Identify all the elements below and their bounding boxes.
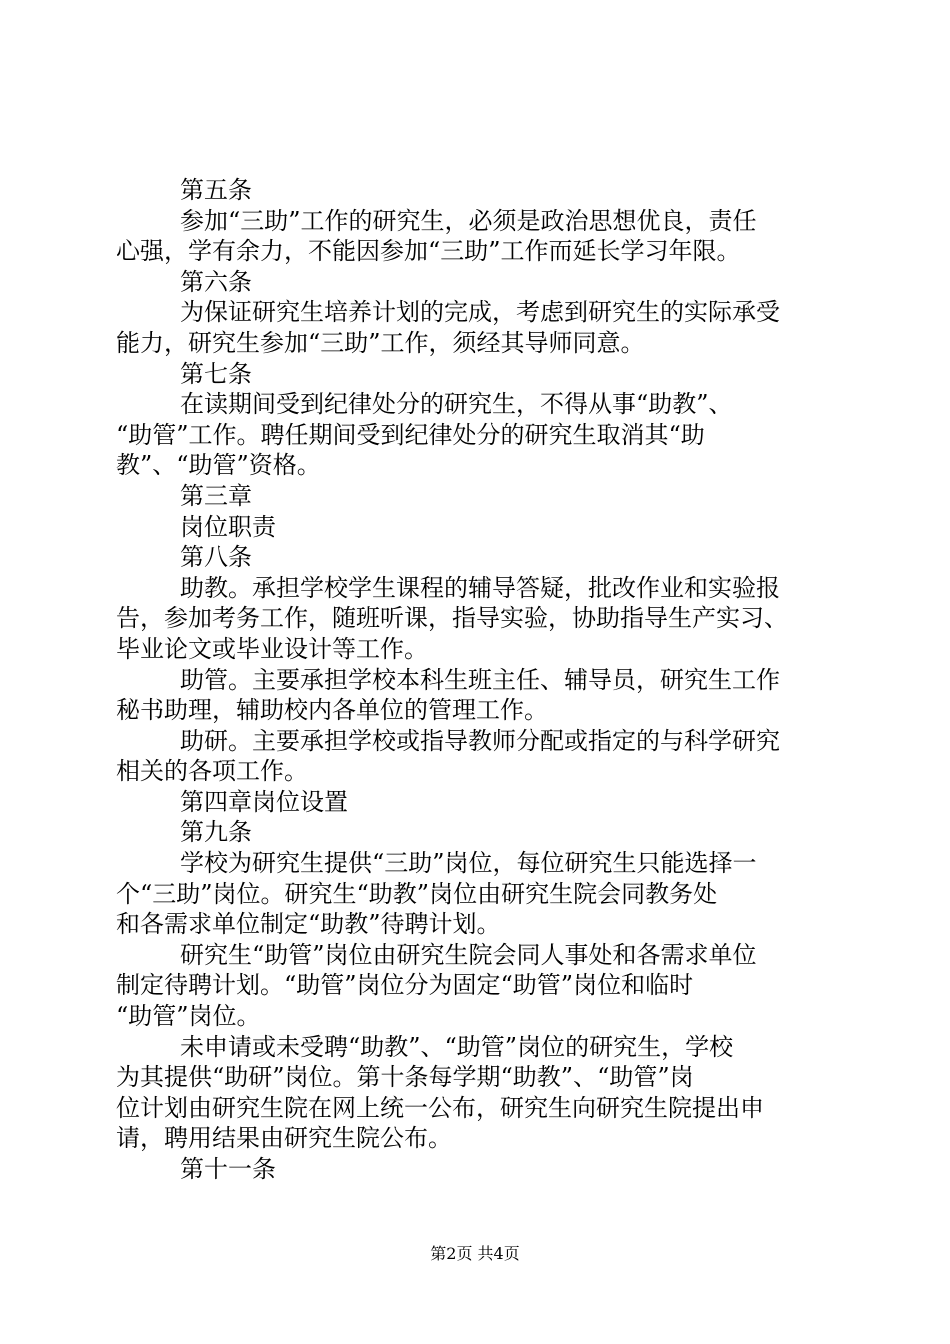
text-line: 能力，研究生参加“三助”工作，须经其导师同意。 (116, 328, 645, 357)
text-line: 岗位职责 (180, 512, 276, 541)
text-line: 请，聘用结果由研究生院公布。 (116, 1124, 452, 1153)
text-line: 教”、“助管”资格。 (116, 451, 321, 480)
text-line: 第七条 (180, 359, 252, 388)
text-line: 在读期间受到纪律处分的研究生，不得从事“助教”、 (180, 390, 733, 419)
text-line: 助研。主要承担学校或指导教师分配或指定的与科学研究 (180, 726, 780, 755)
text-line: 参加“三助”工作的研究生，必须是政治思想优良，责任 (180, 206, 757, 235)
text-line: 助管。主要承担学校本科生班主任、辅导员，研究生工作 (180, 665, 780, 694)
page-number: 第2页 共4页 (430, 1244, 520, 1263)
document-body (116, 175, 836, 1185)
text-line: 第八条 (180, 543, 252, 572)
page-footer (0, 1244, 950, 1264)
text-line: 第四章岗位设置 (180, 787, 348, 816)
text-line: 第五条 (180, 176, 252, 204)
text-line: 第九条 (180, 818, 252, 847)
text-line: 未申请或未受聘“助教”、“助管”岗位的研究生，学校 (180, 1032, 734, 1061)
text-line: 为其提供“助研”岗位。第十条每学期“助教”、“助管”岗 (116, 1063, 694, 1092)
text-line: 研究生“助管”岗位由研究生院会同人事处和各需求单位 (180, 940, 757, 969)
text-line: 心强，学有余力，不能因参加“三助”工作而延长学习年限。 (116, 237, 741, 266)
text-line: 为保证研究生培养计划的完成，考虑到研究生的实际承受 (180, 298, 780, 327)
text-line: 毕业论文或毕业设计等工作。 (116, 634, 428, 663)
text-line: 位计划由研究生院在网上统一公布，研究生向研究生院提出申 (116, 1093, 764, 1122)
text-line: 相关的各项工作。 (116, 757, 308, 786)
text-line: 和各需求单位制定“助教”待聘计划。 (116, 910, 501, 939)
text-line: 秘书助理，辅助校内各单位的管理工作。 (116, 696, 548, 725)
text-line: 制定待聘计划。“助管”岗位分为固定“助管”岗位和临时 (116, 971, 694, 1000)
text-line: 助教。承担学校学生课程的辅导答疑，批改作业和实验报 (180, 573, 780, 602)
text-line: “助管”岗位。 (116, 1002, 261, 1031)
text-line: 个“三助”岗位。研究生“助教”岗位由研究生院会同教务处 (116, 879, 718, 908)
text-line: 告，参加考务工作，随班听课，指导实验，协助指导生产实习、 (116, 604, 788, 633)
text-line: 第六条 (180, 267, 252, 296)
text-line: 学校为研究生提供“三助”岗位，每位研究生只能选择一 (180, 849, 757, 878)
text-line: 第十一条 (180, 1155, 276, 1183)
text-line: “助管”工作。聘任期间受到纪律处分的研究生取消其“助 (116, 420, 705, 449)
text-line: 第三章 (180, 481, 252, 510)
